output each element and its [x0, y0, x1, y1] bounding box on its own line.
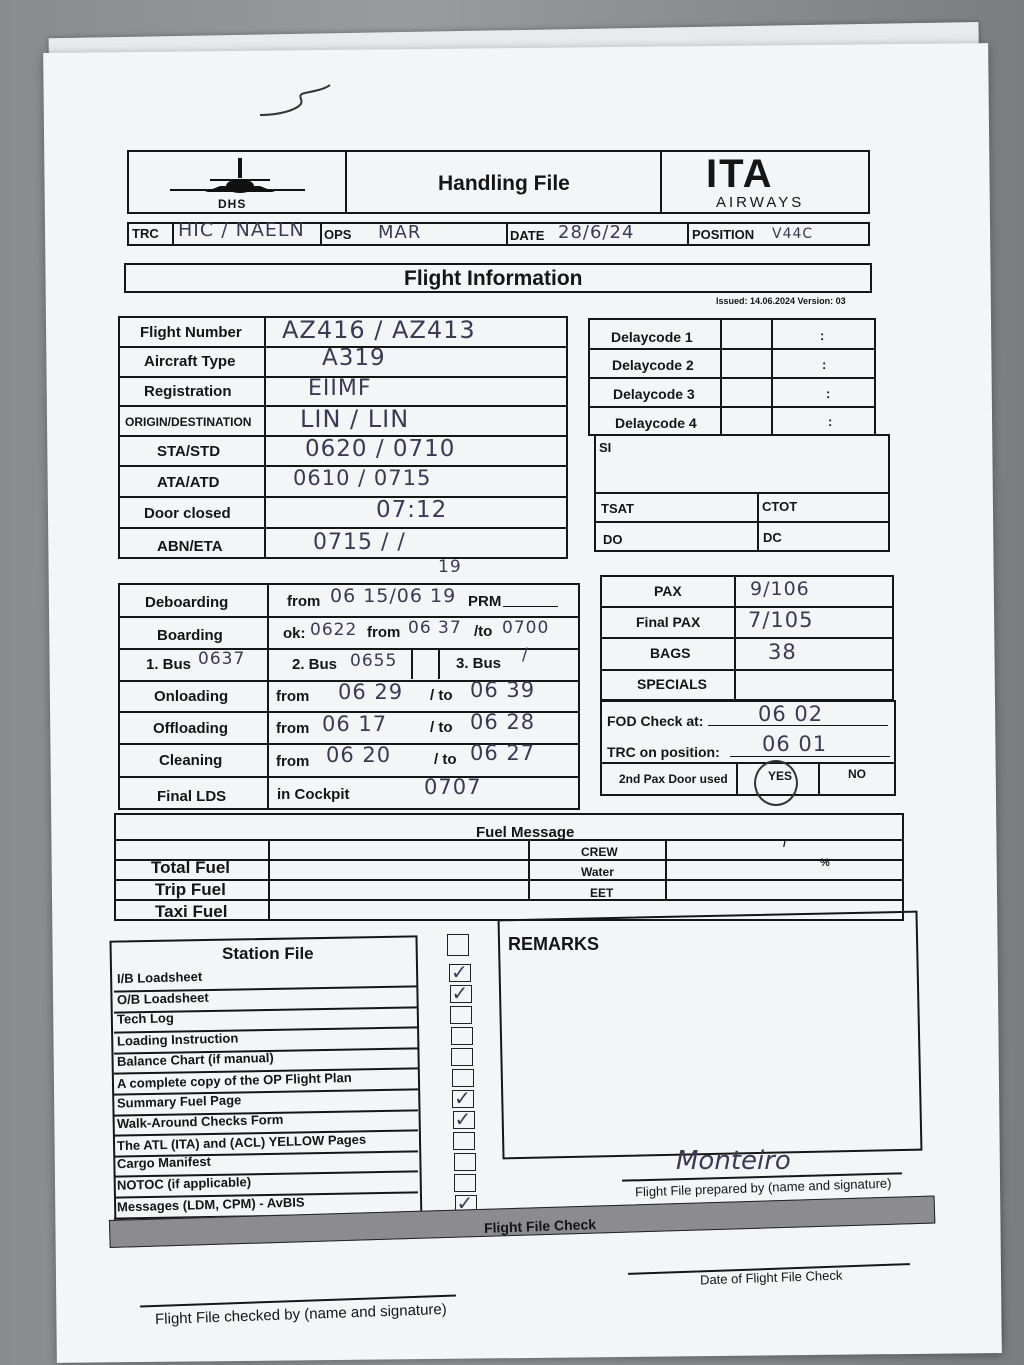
station-checkbox[interactable]: [453, 1132, 475, 1150]
deboarding-label: Deboarding: [145, 594, 229, 611]
flight-number-value: AZ416 / AZ413: [282, 316, 476, 344]
delaycode-3-label: Delaycode 3: [613, 386, 695, 402]
si-label: SI: [599, 440, 612, 455]
remarks-title: REMARKS: [508, 934, 600, 954]
onloading-from-label: from: [276, 688, 310, 705]
date-of-check-label: Date of Flight File Check: [699, 1267, 843, 1288]
scribble-mark: [255, 75, 345, 125]
station-item: Tech Log: [116, 1010, 174, 1027]
delaycode-4-sep: :: [828, 414, 833, 429]
trc-value: HIC / NAELN: [178, 219, 305, 241]
door-no-option[interactable]: NO: [848, 767, 866, 781]
page-title: Handling File: [438, 172, 570, 195]
dhs-logo-text: DHS: [218, 197, 247, 211]
door-closed-value: 07:12: [376, 497, 448, 523]
origin-destination-value: LIN / LIN: [300, 405, 410, 433]
trc-label: TRC: [132, 226, 159, 241]
final-lds-label: Final LDS: [157, 788, 227, 805]
delaycode-2-label: Delaycode 2: [612, 357, 694, 373]
checkmark-icon: ✓: [451, 960, 468, 984]
station-checkbox-header: [447, 934, 469, 956]
deboarding-from-label: from: [287, 593, 321, 610]
station-checkbox[interactable]: [451, 1027, 473, 1045]
aircraft-type-value: A319: [322, 345, 386, 371]
station-item: The ATL (ITA) and (ACL) YELLOW Pages: [116, 1131, 367, 1154]
onloading-to-label: / to: [430, 687, 453, 704]
crew-label: CREW: [581, 845, 618, 859]
ata-atd-value: 0610 / 0715: [293, 466, 432, 490]
checkmark-icon: ✓: [454, 1107, 472, 1131]
station-checkbox[interactable]: [451, 1048, 473, 1066]
water-unit: %: [820, 857, 830, 869]
offloading-from-label: from: [276, 720, 310, 737]
position-label: POSITION: [692, 227, 755, 242]
boarding-label: Boarding: [157, 627, 223, 644]
station-item: Messages (LDM, CPM) - AvBIS: [116, 1194, 305, 1215]
sta-std-value: 0620 / 0710: [305, 436, 456, 462]
bus3-label: 3. Bus: [456, 655, 502, 672]
bags-value: 38: [768, 640, 797, 664]
onloading-label: Onloading: [154, 688, 229, 705]
deboarding-value: 06 15/06 19: [330, 585, 457, 607]
checkmark-icon: ✓: [451, 981, 469, 1005]
delaycode-1-label: Delaycode 1: [611, 329, 693, 345]
specials-label: SPECIALS: [637, 676, 708, 692]
date-value: 28/6/24: [558, 222, 635, 243]
door-closed-label: Door closed: [144, 505, 231, 522]
taxi-fuel-label: Taxi Fuel: [155, 902, 228, 921]
total-fuel-label: Total Fuel: [151, 858, 231, 877]
boarding-ok-label: ok:: [283, 625, 306, 642]
registration-value: EIIMF: [308, 376, 372, 401]
fod-value: 06 02: [758, 702, 824, 726]
ita-logo: ITA: [706, 152, 774, 196]
cleaning-label: Cleaning: [159, 752, 223, 769]
prm-label: PRM: [468, 593, 502, 610]
onloading-to-value: 06 39: [470, 678, 536, 702]
boarding-to-label: /to: [474, 623, 493, 640]
final-lds-value: 0707: [424, 775, 482, 799]
delaycode-2-sep: :: [822, 357, 827, 372]
cleaning-to-label: / to: [434, 751, 457, 768]
trc-position-label: TRC on position:: [607, 744, 720, 760]
station-item: I/B Loadsheet: [116, 968, 203, 987]
section-title: Flight Information: [404, 267, 583, 290]
second-door-label: 2nd Pax Door used: [619, 772, 728, 786]
cleaning-to-value: 06 27: [470, 741, 536, 765]
station-item: Cargo Manifest: [116, 1154, 212, 1172]
offloading-label: Offloading: [153, 720, 228, 737]
station-item: Balance Chart (if manual): [116, 1050, 274, 1070]
onloading-from-value: 06 29: [338, 680, 404, 704]
door-yes-option[interactable]: YES: [768, 769, 793, 783]
pax-label: PAX: [654, 583, 682, 599]
tsat-label: TSAT: [601, 501, 634, 516]
flight-number-label: Flight Number: [140, 324, 242, 341]
eet-label: EET: [590, 886, 614, 900]
bus2-value: 0655: [350, 651, 398, 671]
fuel-message-title: Fuel Message: [476, 824, 575, 841]
boarding-from-value: 06 37: [408, 618, 462, 638]
offloading-to-value: 06 28: [470, 710, 536, 734]
cockpit-label: in Cockpit: [277, 786, 350, 803]
final-pax-label: Final PAX: [636, 614, 701, 630]
prepared-signature: Monteiro: [676, 1146, 791, 1176]
water-label: Water: [581, 865, 614, 879]
station-checkbox[interactable]: [452, 1069, 474, 1087]
prepared-by-label: Flight File prepared by (name and signature): [634, 1175, 892, 1200]
final-pax-value: 7/105: [748, 608, 814, 632]
ata-atd-label: ATA/ATD: [157, 474, 220, 491]
abn-eta-value: 0715 / /: [313, 530, 406, 555]
cleaning-from-value: 06 20: [326, 743, 392, 767]
station-item: Loading Instruction: [116, 1030, 239, 1049]
origin-destination-label: ORIGIN/DESTINATION: [125, 415, 252, 429]
do-label: DO: [603, 532, 623, 547]
checkmark-icon: ✓: [454, 1086, 471, 1110]
bags-label: BAGS: [650, 645, 691, 661]
deboarding-note: 19: [438, 557, 462, 577]
pax-value: 9/106: [750, 578, 810, 600]
bus3-value: /: [522, 645, 529, 665]
abn-eta-label: ABN/ETA: [157, 538, 223, 555]
fod-label: FOD Check at:: [607, 713, 704, 729]
station-item: Summary Fuel Page: [116, 1091, 242, 1111]
sta-std-label: STA/STD: [157, 443, 221, 460]
airways-logo-text: AIRWAYS: [716, 194, 805, 211]
trc-position-value: 06 01: [762, 732, 828, 756]
station-item: O/B Loadsheet: [116, 989, 209, 1007]
yes-circle-mark: [754, 760, 798, 806]
date-label: DATE: [510, 228, 545, 243]
offloading-to-label: / to: [430, 719, 453, 736]
bus2-label: 2. Bus: [292, 656, 338, 673]
checked-by-label: Flight File checked by (name and signature): [154, 1300, 448, 1329]
boarding-ok-value: 0622: [310, 620, 358, 640]
station-item: Walk-Around Checks Form: [116, 1112, 284, 1132]
aircraft-type-label: Aircraft Type: [144, 353, 236, 370]
station-checkbox[interactable]: [454, 1153, 476, 1171]
delaycode-1-sep: :: [820, 328, 825, 343]
trip-fuel-label: Trip Fuel: [155, 880, 226, 899]
dc-label: DC: [763, 530, 782, 545]
position-value: V44C: [772, 226, 814, 242]
offloading-from-value: 06 17: [322, 712, 388, 736]
bus1-value: 0637: [198, 649, 246, 669]
issued-version: Issued: 14.06.2024 Version: 03: [716, 296, 846, 306]
crew-value: /: [783, 838, 787, 850]
registration-label: Registration: [144, 383, 232, 400]
boarding-from-label: from: [367, 624, 401, 641]
ops-label: OPS: [324, 227, 352, 242]
station-checkbox[interactable]: [450, 1006, 472, 1024]
bus1-label: 1. Bus: [146, 656, 192, 673]
station-item: NOTOC (if applicable): [116, 1174, 252, 1193]
cleaning-from-label: from: [276, 753, 310, 770]
ops-value: MAR: [378, 222, 422, 243]
delaycode-3-sep: :: [826, 386, 831, 401]
station-file-title: Station File: [222, 944, 314, 963]
station-item: A complete copy of the OP Flight Plan: [116, 1069, 352, 1092]
ctot-label: CTOT: [762, 499, 798, 514]
checkmark-icon: ✓: [456, 1191, 474, 1215]
boarding-to-value: 0700: [502, 618, 550, 638]
delaycode-4-label: Delaycode 4: [615, 415, 697, 431]
flight-file-check-title: Flight File Check: [483, 1216, 597, 1236]
